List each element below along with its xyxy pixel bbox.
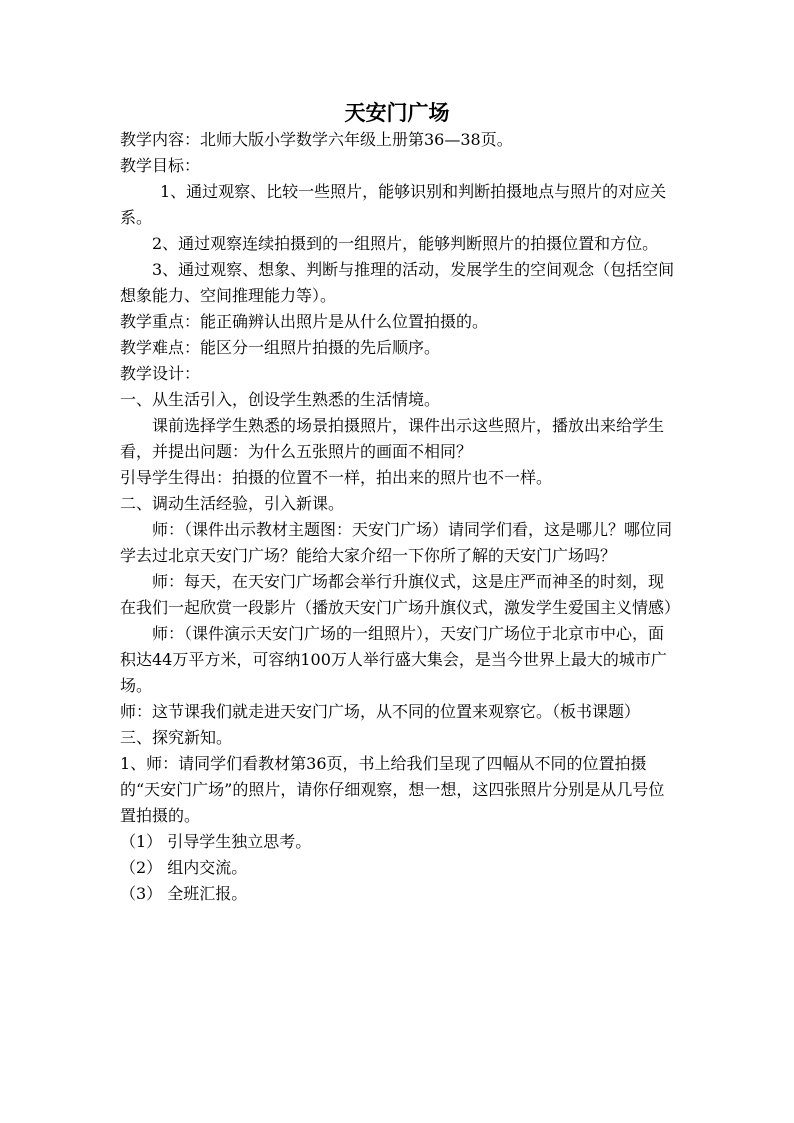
teacher-remark-2: 师：每天，在天安门广场都会举行升旗仪式，这是庄严而神圣的时刻，现在我们一起欣赏一段影片（播放天安门广场升旗仪式，激发学生爱国主义情感） <box>120 572 681 617</box>
section-1-paragraph: 课前选择学生熟悉的场景拍摄照片，课件出示这些照片，播放出来给学生看，并提出问题：为什么五张照片的画面不相同？ <box>120 416 665 461</box>
section-2-heading: 二、调动生活经验，引入新课。 <box>120 494 345 513</box>
teaching-content: 教学内容：北师大版小学数学六年级上册第36—38页。 <box>120 130 513 149</box>
section-3-heading: 三、探究新知。 <box>120 728 233 747</box>
document-body <box>120 127 681 907</box>
teaching-goals-heading: 教学目标： <box>120 156 201 175</box>
list-item: （2） 组内交流。 <box>120 858 248 877</box>
teacher-remark-4: 师：这节课我们就走进天安门广场，从不同的位置来观察它。（板书课题） <box>120 702 641 721</box>
activity-1: 1、师：请同学们看教材第36页，书上给我们呈现了四幅从不同的位置拍摄的“天安门广场”的照片，请你仔细观察，想一想，这四张照片分别是从几号位置拍摄的。 <box>120 754 665 825</box>
teacher-remark-1: 师：（课件出示教材主题图：天安门广场）请同学们看，这是哪儿？哪位同学去过北京天安门广场？能给大家介绍一下你所了解的天安门广场吗？ <box>120 520 673 565</box>
page-title: 天安门广场 <box>344 101 450 125</box>
goal-2: 2、通过观察连续拍摄到的一组照片，能够判断照片的拍摄位置和方位。 <box>152 234 659 253</box>
teaching-key-point: 教学重点：能正确辨认出照片是从什么位置拍摄的。 <box>120 312 489 331</box>
goal-1: 1、通过观察、比较一些照片，能够识别和判断拍摄地点与照片的对应关系。 <box>120 182 667 227</box>
teacher-remark-3: 师：（课件演示天安门广场的一组照片），天安门广场位于北京市中心，面积达44万平方米，可容纳100万人举行盛大集会，是当今世界上最大的城市广场。 <box>120 624 667 695</box>
goal-3: 3、通过观察、想象、判断与推理的活动，发展学生的空间观念（包括空间想象能力、空间推理能力等）。 <box>120 260 675 305</box>
section-1-conclusion: 引导学生得出：拍摄的位置不一样，拍出来的照片也不一样。 <box>120 468 553 487</box>
list-item: （1） 引导学生独立思考。 <box>120 832 312 851</box>
section-1-heading: 一、从生活引入，创设学生熟悉的生活情境。 <box>120 390 441 409</box>
teaching-design-heading: 教学设计： <box>120 364 201 383</box>
list-item: （3） 全班汇报。 <box>120 884 248 903</box>
teaching-difficulty: 教学难点：能区分一组照片拍摄的先后顺序。 <box>120 338 441 357</box>
